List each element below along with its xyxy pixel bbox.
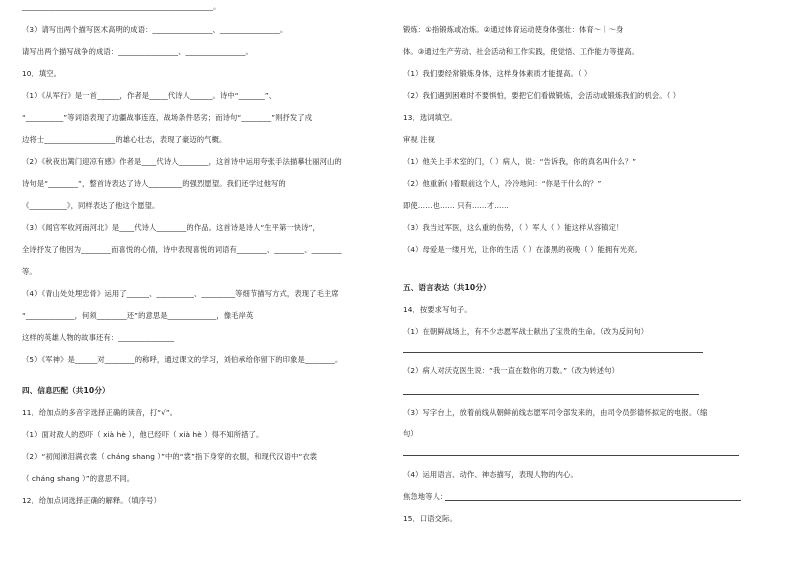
line-blank-answer: ___________________________________________________。 <box>22 2 221 11</box>
section-5-heading: 五、语言表达（共10分） <box>403 283 491 292</box>
question-9-war-idioms: 请写出两个描写战争的成语：________________、________________。 <box>22 47 253 56</box>
word-choices-1: 审视 注视 <box>403 135 436 144</box>
question-10-2: （2）《秋夜出篱门迎凉有感》作者是____代诗人________，这首诗中运用夸张手法描摹壮丽河山的 <box>22 157 342 166</box>
question-10-4-cont: “_____________，何须________还”的意思是_____________，像毛岸英 <box>22 311 254 320</box>
question-11-2-cont: （ cháng shang ）”的意思不同。 <box>22 474 135 483</box>
question-10-4: （4）《青山处处埋忠骨》运用了______、__________、_________等细节描写方式，表现了毛主席 <box>22 289 339 298</box>
question-14-3: （3）写字台上，放着前线从朝鲜前线志愿军司令部发来的，由司令员彭德怀拟定的电报。（缩 <box>403 408 708 417</box>
question-10-3: （3）《闻官军收河南河北》是____代诗人________的作品。这首诗是诗人“生平第一快诗”， <box>22 223 320 232</box>
question-13-2: （2）他重新( )着眼前这个人，冷冷地问：“你是干什么的？” <box>403 179 602 188</box>
question-10-3-cont: 全诗抒发了他因为________而喜悦的心情，诗中表现喜悦的词语有________、________、________ <box>22 245 342 254</box>
answer-line <box>403 455 739 456</box>
definition-line-2: 体。③通过生产劳动、社会活动和工作实践，使觉悟、工作能力等提高。 <box>403 47 639 56</box>
question-9-3: （3）请写出两个描写医术高明的成语：________________、________________。 <box>22 25 288 34</box>
question-14-heading: 14．按要求写句子。 <box>403 305 472 314</box>
question-13-3: （3）我当过军医，这么重的伤势，（ ）军人（ ）能这样从容镇定！ <box>403 223 624 232</box>
answer-line <box>403 352 703 353</box>
question-14-4: （4）运用语言、动作、神态描写，表现人物的内心。 <box>403 470 578 479</box>
question-12-1: （1）我们要经常锻炼身体，这样身体素质才能提高。（ ） <box>403 69 592 78</box>
question-12-heading: 12．给加点词选择正确的解释。（填序号） <box>22 496 161 505</box>
question-12-2: （2）我们遇到困难时不要惧怕，要把它们看做锻炼，会活动或锻炼我们的机会。（ ） <box>403 91 681 100</box>
writing-prompt: 焦急地等人： <box>403 492 448 501</box>
question-13-1: （1）他关上手术室的门，（ ）病人，说：“告诉我，你的真名叫什么？” <box>403 157 637 166</box>
question-14-2: （2）病人对沃克医生说：“我一直在数你的刀数。”（改为转述句） <box>403 366 619 375</box>
question-10-4-cont2: 这样的英雄人物的故事还有：_______________ <box>22 333 175 342</box>
question-13-4: （4）母爱是一缕月光，让你的生活（ ）在漆黑的夜晚（ ）能拥有光亮。 <box>403 245 642 254</box>
definition-line-1: 锻炼：①指锻炼或冶炼。②通过体育运动使身体强壮：体育～｜～身 <box>403 25 624 34</box>
question-15-heading: 15．口语交际。 <box>403 514 457 523</box>
question-10-3-cont2: 等。 <box>22 267 37 276</box>
question-10-1-cont2: 边将士___________________的雄心壮志，表现了豪迈的气概。 <box>22 135 227 144</box>
question-13-heading: 13．选词填空。 <box>403 113 457 122</box>
word-choices-2: 即使……也…… 只有……才…… <box>403 201 509 210</box>
answer-line <box>403 394 699 395</box>
question-10-1-cont: “__________”等词语表现了边疆战事连连，战场条件恶劣；而诗句“________”则抒发了戍 <box>22 113 313 122</box>
question-11-2: （2）“初闻涕泪满衣裳（ cháng shang ）”中的“裳”指下身穿的衣服，和现代汉语中“衣裳 <box>22 452 318 461</box>
question-14-3-cont: 句） <box>403 429 418 438</box>
question-10-2-cont: 诗句是“________”，整首诗表达了诗人_________的强烈愿望。我们还学过他写的 <box>22 179 286 188</box>
question-10-heading: 10．填空。 <box>22 69 62 78</box>
question-11-1: （1）面对敌人的恐吓（ xià hè ），他已经吓（ xià hè ）得不知所措了。 <box>22 430 264 439</box>
question-14-1: （1）在朝鲜战场上，有不少志愿军战士献出了宝贵的生命。（改为反问句） <box>403 327 649 336</box>
question-10-2-cont2: 《__________》，同样表达了他这个愿望。 <box>22 201 160 210</box>
question-11-heading: 11．给加点的多音字选择正确的读音，打“√”。 <box>22 408 178 417</box>
question-10-5: （5）《军神》是______对________的称呼，通过课文的学习，刘伯承给你留下的印象是________。 <box>22 355 343 364</box>
section-4-heading: 四、信息匹配（共10分） <box>22 386 110 395</box>
answer-line <box>445 500 741 501</box>
question-10-1: （1）《从军行》是一首______，作者是_____代诗人______。诗中“_______”、 <box>22 91 277 100</box>
